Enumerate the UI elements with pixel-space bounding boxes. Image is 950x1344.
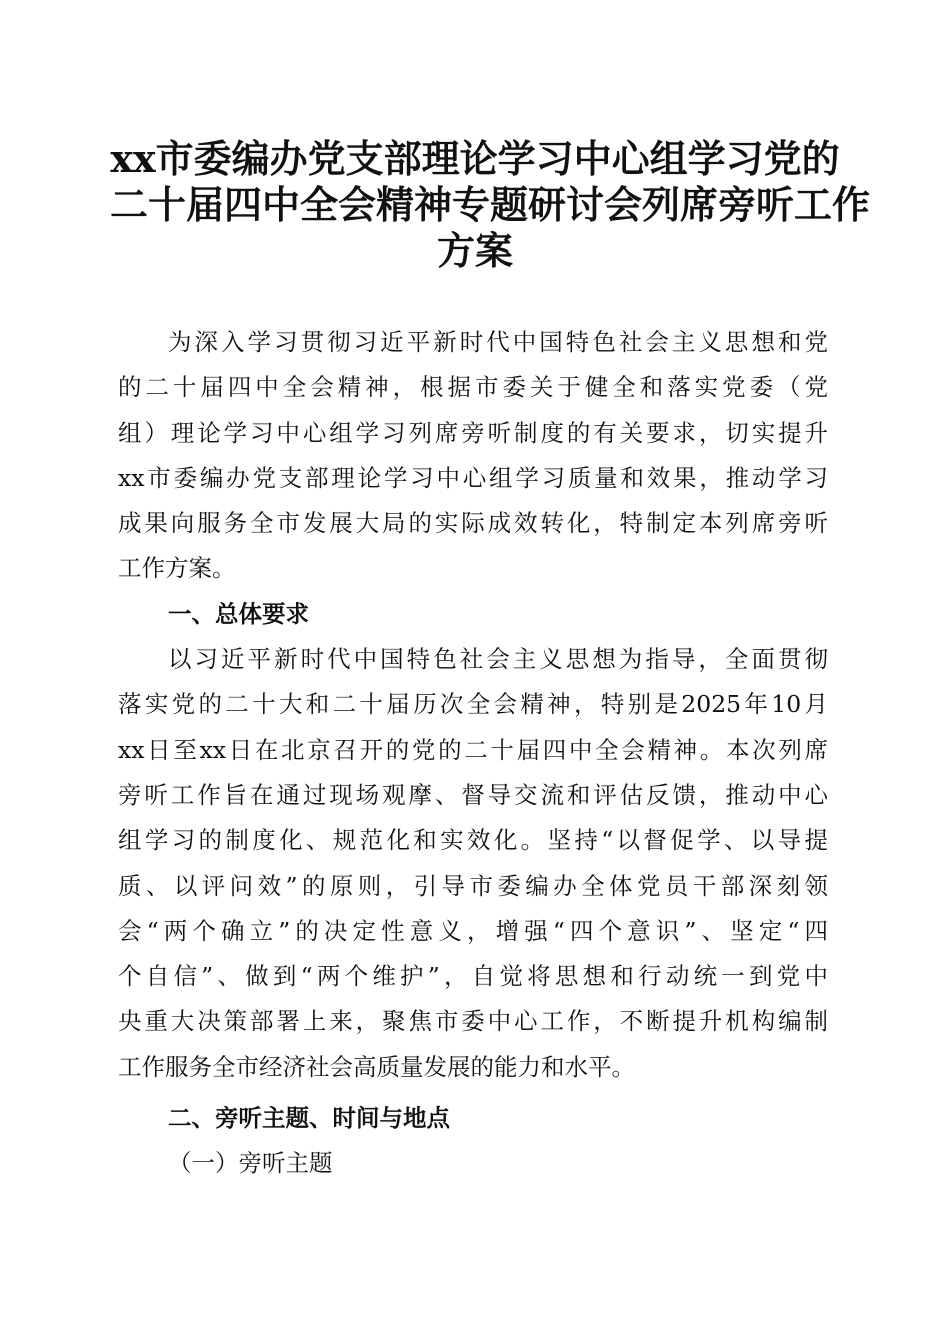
document-body [118,320,828,1187]
section1-line-6: 质、以评问效”的原则，引导市委编办全体党员干部深刻领 [118,871,828,900]
section1-line-8: 个自信”、做到“两个维护”，自觉将思想和行动统一到党中 [118,962,828,991]
intro-line-5: 成果向服务全市发展大局的实际成效转化，特制定本列席旁听 [118,509,828,538]
intro-line-6: 工作方案。 [118,554,236,583]
title-line-1: xx市委编办党支部理论学习中心组学习党的 [110,136,840,181]
intro-paragraph [118,320,828,592]
section1-line-2: 落实党的二十大和二十届历次全会精神，特别是2025年10月 [118,690,828,719]
section-heading-general-requirements: 一、总体要求 [168,599,309,628]
section1-line-4: 旁听工作旨在通过现场观摩、督导交流和评估反馈，推动中心 [118,780,828,809]
section1-line-5: 组学习的制度化、规范化和实效化。坚持“以督促学、以导提 [118,826,828,855]
section-heading-topic-time-place: 二、旁听主题、时间与地点 [168,1104,450,1133]
section1-line-10: 工作服务全市经济社会高质量发展的能力和水平。 [118,1052,635,1081]
intro-line-4: xx市委编办党支部理论学习中心组学习质量和效果，推动学习 [118,463,828,492]
section1-line-1: 以习近平新时代中国特色社会主义思想为指导，全面贯彻 [168,645,828,674]
section1-line-7: 会“两个确立”的决定性意义，增强“四个意识”、坚定“四 [118,916,828,945]
title-line-3: 方案 [436,228,513,273]
section1-line-3: xx日至xx日在北京召开的党的二十届四中全会精神。本次列席 [118,735,828,764]
section1-line-9: 央重大决策部署上来，聚焦市委中心工作，不断提升机构编制 [118,1007,828,1036]
subsection-heading-topic: （一）旁听主题 [168,1149,333,1178]
intro-line-3: 组）理论学习中心组学习列席旁听制度的有关要求，切实提升 [118,418,828,447]
intro-line-1: 为深入学习贯彻习近平新时代中国特色社会主义思想和党 [168,328,828,356]
general-requirements-paragraph [118,637,828,1090]
title-line-2: 二十届四中全会精神专题研讨会列席旁听工作 [110,182,871,227]
intro-line-2: 的二十届四中全会精神，根据市委关于健全和落实党委（党 [118,373,828,402]
document-title [110,136,871,274]
